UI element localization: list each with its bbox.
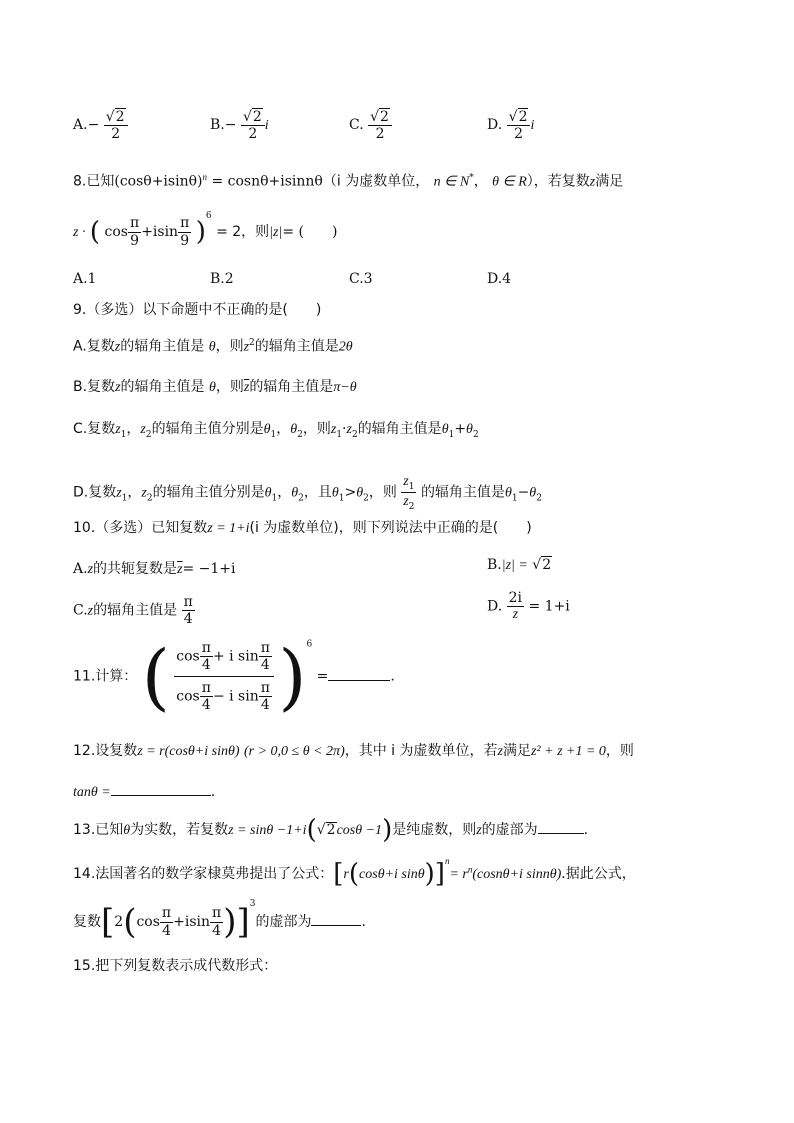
q8-n-in: n ∈ N	[433, 174, 470, 190]
q7-option-a	[73, 108, 128, 142]
text: ，则	[215, 338, 244, 355]
text: 的辐角主值是	[249, 379, 334, 395]
tan-theta: tanθ =	[73, 785, 111, 800]
var-z2: z	[346, 422, 352, 437]
exponent: 2	[249, 338, 255, 348]
q11-big-fraction	[174, 640, 274, 713]
eq: =	[316, 668, 329, 685]
q8-eq2: = 2，则	[216, 224, 270, 240]
q11: 11.计算： ( cos $\frac{\pi}{4}$ + i sin $\frac{\pi}{4}$ cos $\frac{\pi}{4}$ − i sin $\frac{\pi}{4}$ )$^6$ = .	[73, 634, 395, 719]
subscript: 1	[511, 493, 518, 504]
subscript: 2	[472, 429, 479, 440]
pi: π	[129, 215, 140, 232]
text: 是纯虚数，则	[392, 822, 477, 838]
var-z: z	[87, 562, 94, 577]
pi: π	[161, 905, 172, 922]
text: 13.已知	[73, 822, 124, 838]
abs-z: |z|	[269, 225, 283, 240]
q14-stem: 14.法国著名的数学家棣莫弗提出了公式：[r(cosθ+i $\sin\theta)]^n= r^n(\cos n\theta+i$ sinnθ).据此公式，	[73, 856, 636, 889]
text: ，则	[215, 379, 244, 395]
q10-option-a	[73, 558, 236, 578]
subscript: 1	[270, 429, 277, 440]
subscript: 1	[120, 429, 127, 440]
q8-equation: z · ( cos $\frac{\pi}{9}$ +isin $\frac{\pi}{9}$ )$^6$ = 2，则|z|= ( )	[73, 211, 338, 249]
q9-stem: 9.（多选）以下命题中不正确的是( )	[73, 302, 322, 318]
q10-option-d	[487, 590, 570, 623]
fraction-pi-9	[178, 215, 191, 248]
var-z2: z	[140, 422, 146, 437]
text: 的辐角主值是	[93, 602, 178, 619]
q8-cond: （i 为虚数单位，	[322, 173, 430, 190]
subscript: 2	[363, 493, 369, 504]
conj-z: $\overline{z}$	[243, 380, 250, 395]
q15-stem: 15.把下列复数表示成代数形式：	[73, 958, 278, 974]
star: *	[469, 173, 474, 183]
option-label: D.	[487, 117, 503, 134]
text: ，且	[303, 484, 332, 501]
q8-theta-in: θ ∈ R	[492, 174, 527, 190]
value: 2θ	[338, 339, 353, 355]
q8-option-a: A.1	[73, 271, 97, 287]
nine: 9	[180, 232, 190, 249]
subscript: 1	[336, 429, 343, 440]
option-label: D.	[487, 598, 503, 615]
q9-option-c	[73, 422, 479, 440]
text: D.复数	[73, 484, 117, 501]
text: ，则	[302, 421, 331, 437]
var-z1: z	[403, 474, 409, 489]
denominator: 2	[111, 126, 121, 143]
fraction: $\frac{√2}{2}$	[241, 108, 265, 142]
text: 复数	[73, 914, 101, 930]
var-z: z	[243, 339, 250, 355]
sqrt-value: 2	[380, 109, 389, 125]
sqrt-value: 2	[518, 109, 528, 125]
text: ，则	[368, 484, 397, 501]
q11-label: 11.计算：	[73, 668, 138, 685]
text: 的辐角主值分别是	[152, 484, 265, 501]
sqrt-value: 2	[542, 557, 552, 573]
q7-option-b	[210, 108, 269, 142]
text: 的共轭复数是	[93, 561, 178, 577]
comma: ，	[276, 421, 291, 437]
four: 4	[162, 922, 171, 939]
fraction-pi-4	[182, 594, 195, 627]
q10-option-c	[73, 594, 195, 627]
q8-option-b: B.2	[210, 271, 234, 287]
four: 4	[201, 697, 211, 714]
plus: +	[454, 421, 467, 437]
q9-option-b	[73, 380, 357, 395]
subscript: 1	[271, 493, 278, 504]
var-z: z ·	[73, 225, 86, 240]
theta: θ	[208, 339, 216, 355]
q8-option-c: C.3	[349, 271, 373, 287]
pi: π	[183, 594, 193, 610]
theta: θ	[331, 485, 339, 501]
comma: ，	[126, 421, 141, 437]
fraction: $\frac{√2}{2}$	[104, 108, 128, 142]
q10-expr: z = 1+i	[207, 521, 250, 536]
q13: 13.已知θ为实数，若复数z = sinθ −1+i(√2cosθ −1)是纯虚数，则z的虚部为 .	[73, 815, 589, 845]
theta: θ	[123, 823, 131, 838]
q7-option-d	[487, 108, 534, 142]
theta: θ	[263, 422, 271, 437]
theta: θ	[504, 485, 512, 501]
text: C.复数	[73, 421, 116, 437]
var-z1: z	[115, 422, 121, 437]
fraction: $\frac{√2}{2}$	[507, 108, 531, 142]
q12-eqn: z² + z +1 = 0	[530, 744, 606, 759]
pi: π	[260, 680, 270, 697]
q8-tail: ），若复数	[526, 173, 590, 190]
fraction: $\frac{√2}{2}$	[368, 108, 392, 142]
cos: cos	[176, 688, 200, 705]
exponent: n	[467, 864, 473, 875]
answer-blank[interactable]	[311, 911, 361, 926]
plus-isin: +isin	[173, 914, 211, 930]
exponent: 6	[306, 639, 313, 650]
denominator: 2	[375, 126, 385, 143]
q10-stem	[73, 521, 532, 536]
minus-sign: −	[224, 117, 237, 134]
text: ，则	[605, 743, 634, 759]
two: 2	[114, 914, 124, 930]
q13-expr2: cosθ −1	[336, 823, 383, 838]
option-label: C.	[349, 117, 364, 134]
text: ，其中 i 为虚数单位，若	[344, 743, 498, 759]
option-label: B.	[487, 557, 502, 573]
denominator: 2	[248, 126, 258, 143]
answer-blank[interactable]	[538, 819, 584, 834]
text: A.复数	[73, 338, 115, 355]
q10-option-b: B.|z| = √2	[487, 557, 552, 573]
four: 4	[183, 611, 193, 628]
text: 14.法国著名的数学家棣莫弗提出了公式：	[73, 866, 334, 882]
option-label: B.	[210, 117, 225, 134]
comma: ，	[127, 484, 142, 501]
minus-sign: −	[87, 117, 100, 134]
denominator: 2	[514, 126, 524, 143]
plus-isin: + i sin	[212, 648, 259, 665]
imag-unit: i	[264, 118, 269, 134]
text: 的辐角主值是	[357, 421, 442, 437]
fraction-z1-z2	[401, 473, 416, 512]
abs-z: |z| =	[501, 558, 528, 573]
text: 的辐角主值是	[120, 338, 205, 355]
subscript: 1	[121, 493, 128, 504]
q8-prefix: 8.已知	[73, 173, 115, 190]
theta: θ	[441, 422, 449, 437]
exponent: 3	[249, 899, 256, 909]
text: = 1+i	[528, 598, 570, 615]
theta: θ	[208, 380, 216, 395]
pi: π	[212, 905, 222, 922]
sqrt-value: 2	[115, 109, 125, 125]
value: π−θ	[333, 380, 357, 395]
pi: π	[201, 640, 211, 656]
subscript: 2	[145, 429, 152, 440]
numerator: 2i	[508, 590, 523, 606]
subscript: 2	[408, 501, 415, 512]
var-z1: z	[330, 422, 337, 437]
fraction-pi-9	[128, 215, 141, 248]
nine: 9	[130, 232, 140, 249]
denominator: z	[512, 607, 519, 623]
answer-blank[interactable]	[328, 666, 390, 681]
pi: π	[180, 215, 190, 232]
text: .据此公式，	[561, 866, 636, 882]
var-z: z	[589, 174, 596, 190]
option-label: A.	[73, 117, 88, 134]
subscript: 1	[448, 429, 455, 440]
minus: −	[517, 484, 530, 501]
text: 的辐角主值是	[254, 338, 339, 355]
gt: >	[344, 484, 357, 501]
var-z2: z	[403, 494, 409, 510]
text: (i 为虚数单位)，则下列说法中正确的是( )	[249, 520, 532, 536]
exponent: 6	[205, 211, 212, 221]
four: 4	[201, 657, 211, 674]
option-label: C.	[73, 602, 88, 619]
fraction-2i-z	[507, 590, 524, 623]
text: 的辐角主值是	[120, 379, 205, 395]
q14-line2: 复数[2(cos $\frac{\pi}{4}$ +isin $\frac{\pi}{4}$ )]$^3$的虚部为 .	[73, 899, 366, 942]
text: B.复数	[73, 379, 116, 395]
pi: π	[201, 680, 211, 697]
pi: π	[260, 640, 270, 656]
subscript: 1	[408, 481, 415, 492]
text: = −1+i	[182, 561, 236, 577]
q14-inner: cosθ+i sinθ	[359, 867, 425, 882]
text: 12.设复数	[73, 743, 138, 759]
text: 的虚部为	[481, 822, 538, 838]
var-z: z	[476, 823, 482, 838]
theta: θ	[466, 422, 473, 437]
dot: ·	[342, 421, 347, 437]
four: 4	[260, 697, 270, 714]
exponent: n	[444, 856, 450, 866]
subscript: 2	[351, 429, 358, 440]
subscript: 1	[338, 493, 345, 504]
comma: ，	[277, 484, 292, 501]
q14-rhs: (cosnθ+i sinnθ)	[472, 867, 562, 882]
q12-stem	[73, 744, 634, 759]
minus-isin: − i sin	[212, 688, 259, 705]
subscript: 2	[536, 493, 542, 504]
var-z: z	[114, 339, 121, 355]
subscript: 2	[298, 493, 304, 504]
text: 10.（多选）已知复数	[73, 520, 208, 536]
four: 4	[212, 922, 222, 939]
plus-isin: +isin	[141, 224, 179, 240]
var-z: z	[87, 603, 94, 619]
var-z2: z	[141, 485, 147, 501]
theta: θ	[356, 485, 364, 501]
q8-option-d: D.4	[487, 271, 512, 287]
q9-option-a	[73, 339, 353, 355]
q8-eq: = cosnθ+isinnθ	[211, 173, 323, 190]
text: 的辐角主值是	[420, 484, 505, 501]
cos: cos	[176, 648, 200, 665]
var-z: z	[497, 744, 503, 759]
q8-satisfy: 满足	[595, 173, 624, 190]
option-label: A.	[73, 561, 88, 577]
theta: θ	[529, 485, 537, 501]
q13-expr: z = sinθ −1+i	[228, 823, 307, 838]
exponent: n	[202, 172, 207, 182]
sqrt-value: 2	[326, 822, 336, 838]
answer-blank[interactable]	[111, 781, 211, 796]
q12-expr: z = r(cosθ+i sinθ)	[137, 744, 240, 759]
theta: θ	[291, 485, 299, 501]
eq: = r	[449, 867, 468, 882]
theta: θ	[264, 485, 272, 501]
subscript: 2	[146, 493, 153, 504]
cos: cos	[136, 914, 160, 930]
four: 4	[260, 657, 270, 674]
q8-formula: (cosθ+isinθ)	[114, 173, 203, 190]
q8-ask: = ( )	[282, 224, 338, 240]
text: 为实数，若复数	[130, 822, 229, 838]
q12-line2: tanθ = .	[73, 781, 215, 800]
q12-cond: (r > 0,0 ≤ θ < 2π)	[243, 744, 345, 759]
theta: θ	[290, 422, 298, 437]
var-z: z	[115, 380, 121, 395]
q7-option-c	[349, 108, 392, 142]
text: 的虚部为	[255, 914, 312, 930]
var-r: r	[343, 867, 349, 882]
subscript: 2	[297, 429, 303, 440]
var-z1: z	[116, 485, 122, 501]
q9-option-d	[73, 473, 542, 512]
q8-stem: 8.已知$(\cos\theta+isin\theta)^n = \cos n\theta+isinn\theta(i$ 为虚数单位， n ∈ N*， θ ∈ R），若复数z满足	[73, 172, 624, 190]
imag-unit: i	[530, 118, 535, 134]
text: 的辐角主值分别是	[151, 421, 264, 437]
text: 满足	[502, 743, 531, 759]
sqrt-value: 2	[252, 109, 262, 125]
cos: cos	[104, 224, 128, 240]
conj-z: $\overline{z}$	[177, 562, 183, 577]
